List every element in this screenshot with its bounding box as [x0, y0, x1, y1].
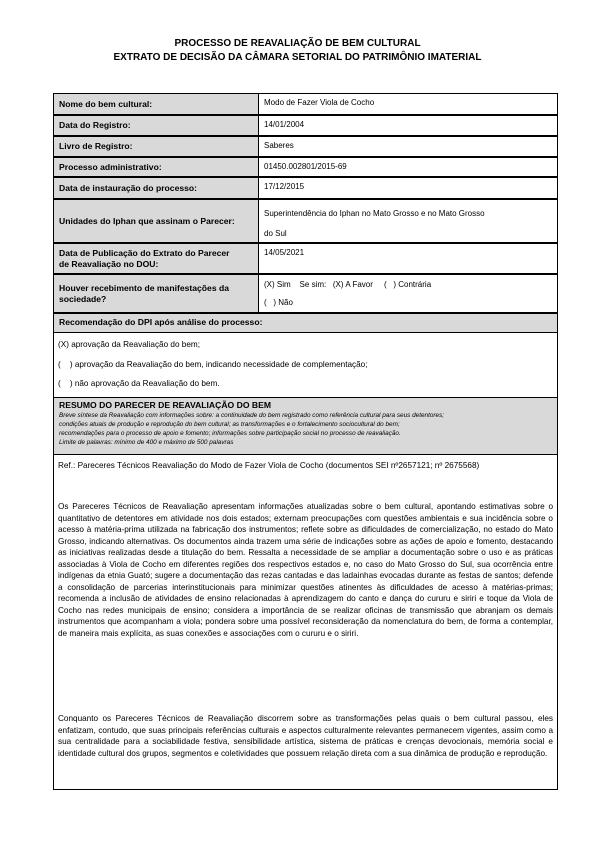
manifestacao-label-line2: sociedade? [59, 293, 107, 304]
row-unidades [53, 199, 558, 243]
row-publicacao [53, 243, 558, 274]
manifestacao-label-line1: Houver recebimento de manifestações da [59, 282, 230, 293]
manifestacao-value [259, 274, 558, 313]
manifestacao-options-line2: ( ) Não [264, 298, 293, 307]
dpi-option-approve-complement: ( ) aprovação da Reavaliação do bem, indicando necessidade de complementação; [58, 360, 368, 369]
data-registro-value: 14/01/2004 [259, 115, 558, 136]
dpi-heading: Recomendação do DPI após análise do processo: [53, 313, 558, 333]
unidades-value-line2: do Sul [264, 229, 287, 238]
row-livro [53, 136, 558, 157]
document-subtitle: EXTRATO DE DECISÃO DA CÂMARA SETORIAL DO PATRIMÔNIO IMATERIAL [113, 52, 482, 63]
manifestacao-label [53, 274, 259, 313]
row-nome [53, 93, 558, 115]
nome-value: Modo de Fazer Viola de Cocho [259, 93, 558, 115]
data-registro-label: Data do Registro: [53, 115, 259, 136]
resumo-desc-line4: Limite de palavras: mínimo de 400 e máximo de 500 palavras [59, 439, 234, 446]
unidades-value [259, 199, 558, 243]
dpi-option-approve: (X) aprovação da Reavaliação do bem; [58, 340, 200, 349]
unidades-value-line1: Superintendência do Iphan no Mato Grosso e no Mato Grosso [264, 209, 485, 218]
dpi-option-reject: ( ) não aprovação da Reavaliação do bem. [58, 379, 220, 388]
publicacao-value: 14/05/2021 [259, 243, 558, 274]
livro-label: Livro de Registro: [53, 136, 259, 157]
resumo-paragraph-1: Os Pareceres Técnicos de Reavaliação apresentam informações atualizadas sobre o bem cultural, apontando estimativas sobre o quantitativo de detentores em atividade nos dois estados; externam preocupações com questões ambientais e sua incidência sobre o acesso à matéria-prima utilizada na fabricação dos instrumentos; reflete sobre as dificuldades de comercialização, no estado do Mato Grosso, indicando alternativas. Os documentos ainda trazem uma série de indicações sobre as ações de apoio e fomento, destacando as iniciativas realizadas desde a titulação do bem. Ressalta a necessidade de se ampliar a documentação sobre o uso e as práticas associadas à Viola de Cocho em diferentes regiões dos respectivos estados e, no caso do Mato Grosso do Sul, sua ocorrência entre indígenas da etnia Guató; sugere a documentação das rezas cantadas e das ladainhas evocadas durante as festas de santos; defende a consolidação de parcerias interinstitucionais para minimizar questões atinentes às dificuldades de acesso à matérias-primas; recomenda a inclusão de atividades de ensino relacionadas à aprendizagem do canto e dança do cururu e siriri e toque da Viola de Cocho nas redes municipais de ensino; considera a importância de se realizar oficinas de transmissão que abranjam os demais instrumentos que acompanham a viola; pondera sobre uma possível reconsideração da nomenclatura do bem, de forma a contemplar, de maneira mais explícita, as suas conexões e associações com o cururu e o siriri. [58, 502, 553, 638]
row-data-registro [53, 115, 558, 136]
publicacao-label-line2: de Reavaliação no DOU: [59, 258, 159, 269]
resumo-desc-line1: Breve síntese da Reavaliação com informações sobre: a continuidade do bem registrado como referência cultural para seus detentores; [59, 412, 445, 419]
livro-value: Saberes [259, 136, 558, 157]
resumo-desc-line2: condições atuais de produção e reprodução do bem cultural; as transformações e o fortalecimento sociocultural do bem; [59, 421, 400, 428]
resumo-header [53, 397, 558, 455]
unidades-label: Unidades do Iphan que assinam o Parecer: [53, 199, 259, 243]
manifestacao-options-line1: (X) Sim Se sim: (X) A Favor ( ) Contrária [264, 280, 432, 289]
row-instauracao [53, 177, 558, 199]
row-manifestacao [53, 274, 558, 313]
instauracao-value: 17/12/2015 [259, 177, 558, 199]
document-title: PROCESSO DE REAVALIAÇÃO DE BEM CULTURAL [174, 38, 421, 49]
publicacao-label [53, 243, 259, 274]
resumo-reference: Ref.: Pareceres Técnicos Reavaliação do Modo de Fazer Viola de Cocho (documentos SEI nº2657121; nº 2675568) [58, 461, 480, 470]
publicacao-label-line1: Data de Publicação do Extrato do Parecer [59, 247, 230, 258]
resumo-paragraph-2: Conquanto os Pareceres Técnicos de Reavaliação discorrem sobre as transformações pelas quais o bem cultural passou, eles enfatizam, contudo, que suas principais referências culturais e aspectos culturalmente relevantes permanecem vigentes, assim como a sua centralidade para a sociabilidade festiva, sensibilidade artística, sistema de práticas e crenças devocionais, memória social e identidade cultural dos grupos, segmentos e coletividades que possuem relação direta com a sua dinâmica de produção e reprodução. [58, 714, 553, 758]
processo-label: Processo administrativo: [53, 157, 259, 177]
nome-label: Nome do bem cultural: [53, 93, 259, 115]
resumo-desc-line3: recomendações para o processo de apoio e fomento; informações sobre participação social no processo de reavaliação. [59, 430, 401, 437]
processo-value: 01450.002801/2015-69 [259, 157, 558, 177]
row-processo [53, 157, 558, 177]
resumo-heading: RESUMO DO PARECER DE REAVALIAÇÃO DO BEM [59, 400, 271, 410]
instauracao-label: Data de instauração do processo: [53, 177, 259, 199]
